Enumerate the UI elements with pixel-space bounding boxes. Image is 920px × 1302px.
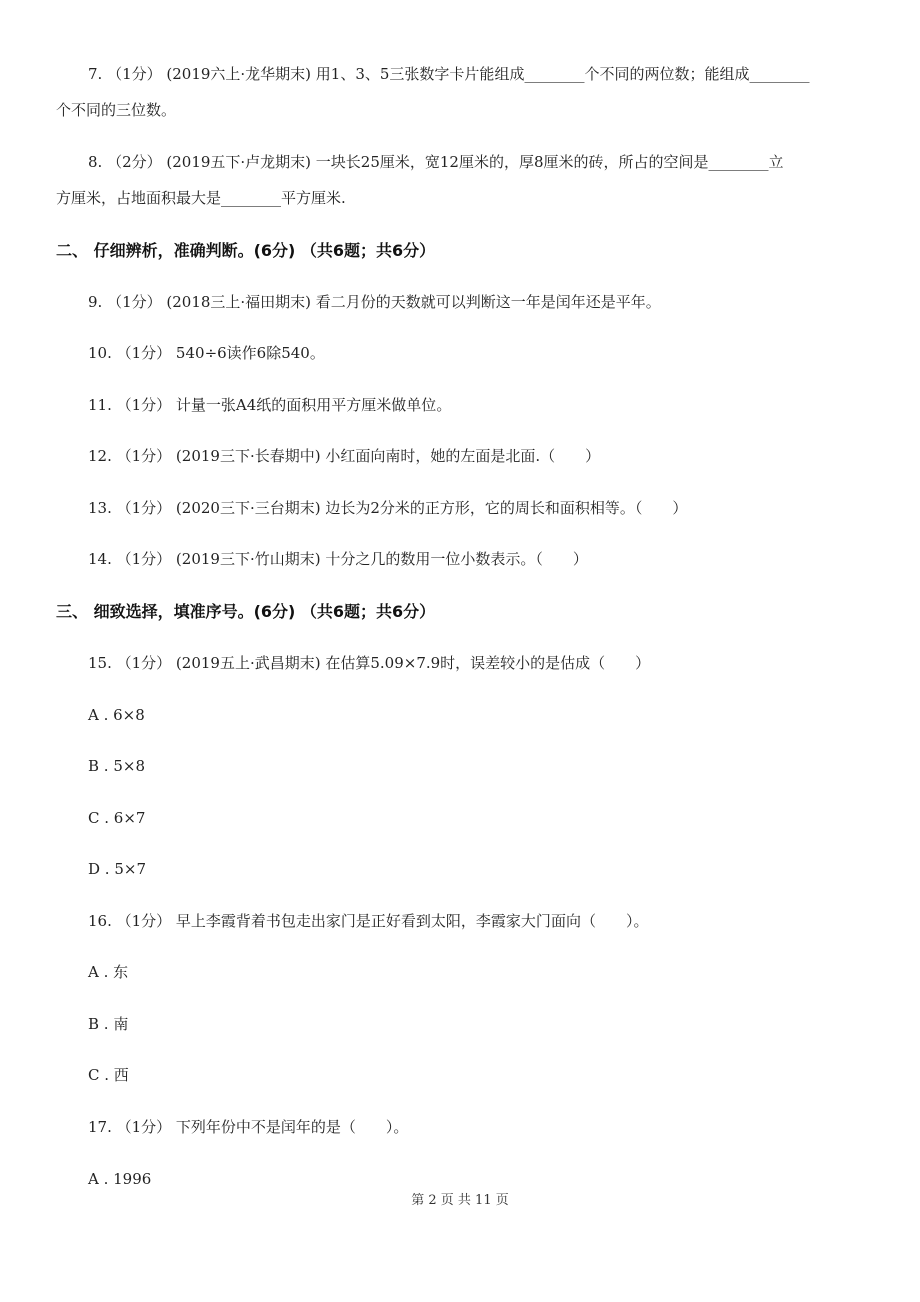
question-16-stem: 16. （1分） 早上李霞背着书包走出家门是正好看到太阳，李霞家大门面向（ ）。 [88, 912, 649, 930]
question-17-option-a: A . 1996 [88, 1170, 152, 1188]
question-15-option-d: D . 5×7 [88, 860, 146, 878]
question-13: 13. （1分） (2020三下·三台期末) 边长为2分米的正方形，它的周长和面积相等。（ ） [88, 499, 688, 517]
question-9: 9. （1分） (2018三上·福田期末) 看二月份的天数就可以判断这一年是闰年还是平年。 [88, 293, 661, 311]
question-14: 14. （1分） (2019三下·竹山期末) 十分之几的数用一位小数表示。（ ） [88, 550, 588, 568]
question-17-stem: 17. （1分） 下列年份中不是闰年的是（ ）。 [88, 1118, 409, 1136]
question-16-option-a: A . 东 [88, 963, 129, 981]
section-2-heading: 二、 仔细辨析，准确判断。(6分) （共6题；共6分） [56, 241, 436, 260]
question-8-line2: 方厘米，占地面积最大是________平方厘米. [56, 189, 346, 207]
question-12: 12. （1分） (2019三下·长春期中) 小红面向南时，她的左面是北面.（ ） [88, 447, 601, 465]
section-3-heading: 三、 细致选择，填准序号。(6分) （共6题；共6分） [56, 602, 436, 621]
question-11: 11. （1分） 计量一张A4纸的面积用平方厘米做单位。 [88, 396, 452, 414]
question-16-option-c: C . 西 [88, 1066, 129, 1084]
question-15-option-b: B . 5×8 [88, 757, 145, 775]
page-footer: 第 2 页 共 11 页 [411, 1193, 509, 1208]
question-7-line1: 7. （1分） (2019六上·龙华期末) 用1、3、5三张数字卡片能组成________个不同的两位数；能组成________ [88, 65, 810, 83]
question-16-option-b: B . 南 [88, 1015, 129, 1033]
question-15-stem: 15. （1分） (2019五上·武昌期末) 在估算5.09×7.9时，误差较小的是估成（ ） [88, 654, 651, 672]
question-7-line2: 个不同的三位数。 [56, 101, 177, 119]
question-15-option-c: C . 6×7 [88, 809, 146, 827]
question-8-line1: 8. （2分） (2019五下·卢龙期末) 一块长25厘米，宽12厘米的，厚8厘米的砖，所占的空间是________立 [88, 153, 784, 171]
question-15-option-a: A . 6×8 [88, 706, 145, 724]
question-10: 10. （1分） 540÷6读作6除540。 [88, 344, 325, 362]
